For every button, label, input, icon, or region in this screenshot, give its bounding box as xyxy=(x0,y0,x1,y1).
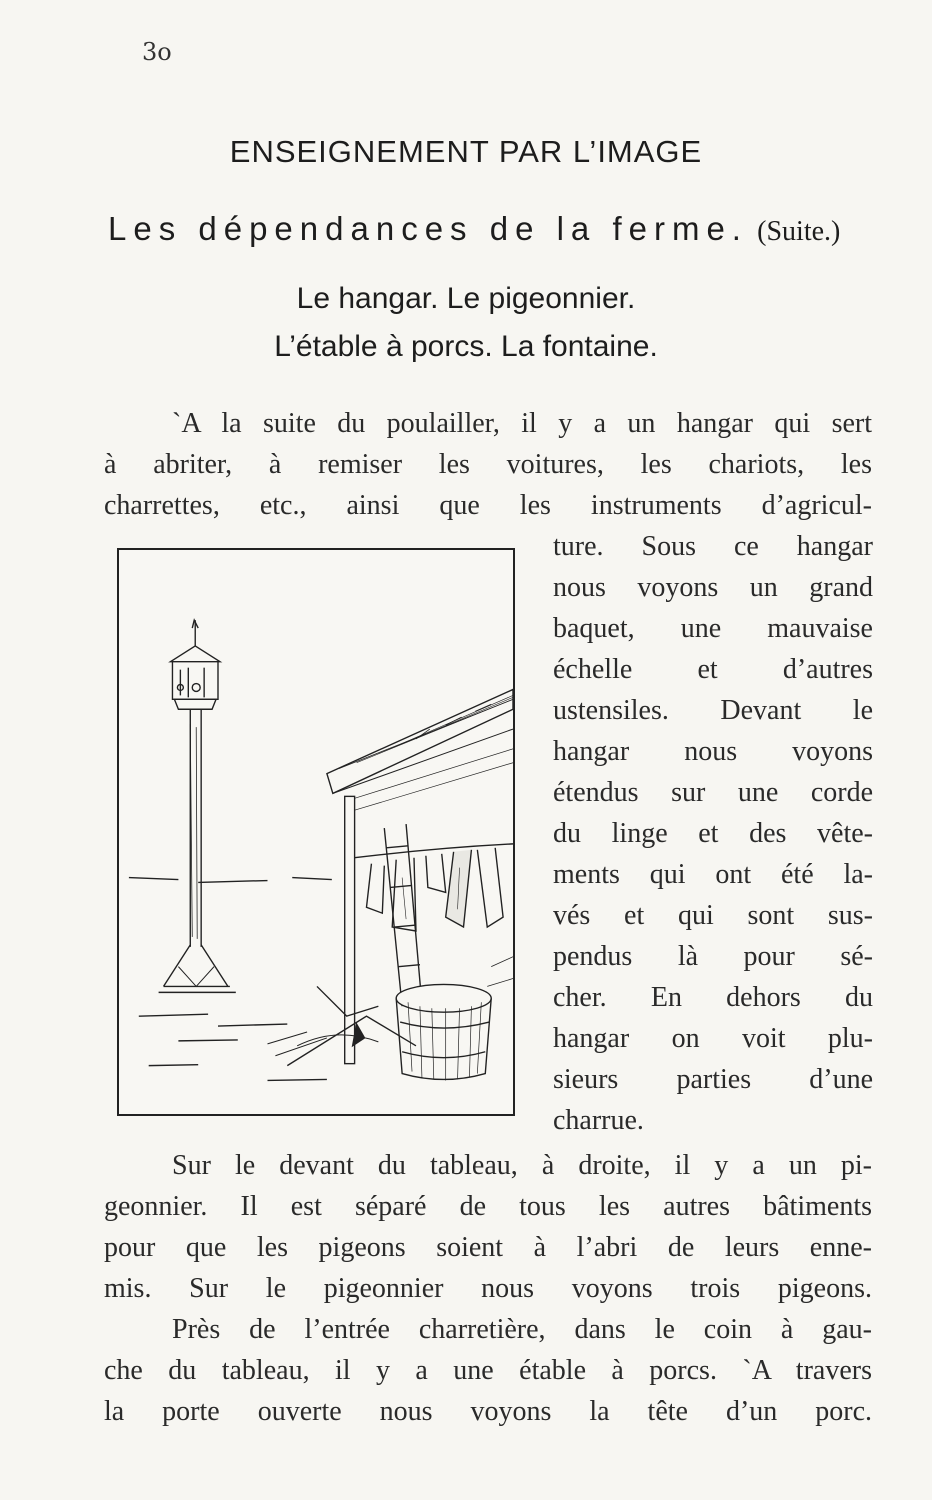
body-line: mis. Sur le pigeonnier nous voyons trois pigeons. xyxy=(104,1273,872,1304)
section-title-suffix: (Suite.) xyxy=(757,216,841,247)
running-title: ENSEIGNEMENT PAR L’IMAGE xyxy=(229,134,703,169)
body-line: ustensiles. Devant le xyxy=(553,695,873,726)
subtitle-line-1: Le hangar. Le pigeonnier. xyxy=(296,282,636,315)
body-line: Près de l’entrée charretière, dans le coin à gau- xyxy=(172,1314,872,1345)
body-line: charrue. xyxy=(553,1105,644,1136)
body-line: nous voyons un grand xyxy=(553,572,873,603)
body-line: la porte ouverte nous voyons la tête d’un porc. xyxy=(104,1396,872,1427)
body-line: ture. Sous ce hangar xyxy=(553,531,873,562)
body-line: che du tableau, il y a une étable à porcs. `A travers xyxy=(104,1355,872,1386)
body-line: sieurs parties d’une xyxy=(553,1064,873,1095)
section-title xyxy=(108,210,840,248)
plough xyxy=(267,986,415,1065)
wash-tub xyxy=(396,984,491,1080)
body-line: `A la suite du poulailler, il y a un hangar qui sert xyxy=(172,408,872,439)
body-line: baquet, une mauvaise xyxy=(553,613,873,644)
subtitle-line-2: L’étable à porcs. La fontaine. xyxy=(274,330,658,363)
laundry xyxy=(355,844,513,931)
body-line: charrettes, etc., ainsi que les instruments d’agricul- xyxy=(104,490,872,521)
illustration-hangar-pigeonnier xyxy=(117,548,515,1116)
body-line: ments qui ont été la- xyxy=(553,859,873,890)
body-line: geonnier. Il est séparé de tous les autres bâtiments xyxy=(104,1191,872,1222)
body-line: cher. En dehors du xyxy=(553,982,873,1013)
body-line: du linge et des vête- xyxy=(553,818,873,849)
body-line: échelle et d’autres xyxy=(553,654,873,685)
ground-stroke xyxy=(129,878,332,883)
body-line: pour que les pigeons soient à l’abri de leurs enne- xyxy=(104,1232,872,1263)
body-line: hangar nous voyons xyxy=(553,736,873,767)
section-title-text: Les dépendances de la ferme. xyxy=(108,210,748,247)
body-line: à abriter, à remiser les voitures, les chariots, les xyxy=(104,449,872,480)
body-line: vés et qui sont sus- xyxy=(553,900,873,931)
body-line: pendus là pour sé- xyxy=(553,941,873,972)
page-number: 3o xyxy=(142,38,172,66)
dovecote xyxy=(159,620,236,992)
body-line: Sur le devant du tableau, à droite, il y a un pi- xyxy=(172,1150,872,1181)
body-line: étendus sur une corde xyxy=(553,777,873,808)
body-line: hangar on voit plu- xyxy=(553,1023,873,1054)
illustration-drawing xyxy=(119,550,513,1114)
